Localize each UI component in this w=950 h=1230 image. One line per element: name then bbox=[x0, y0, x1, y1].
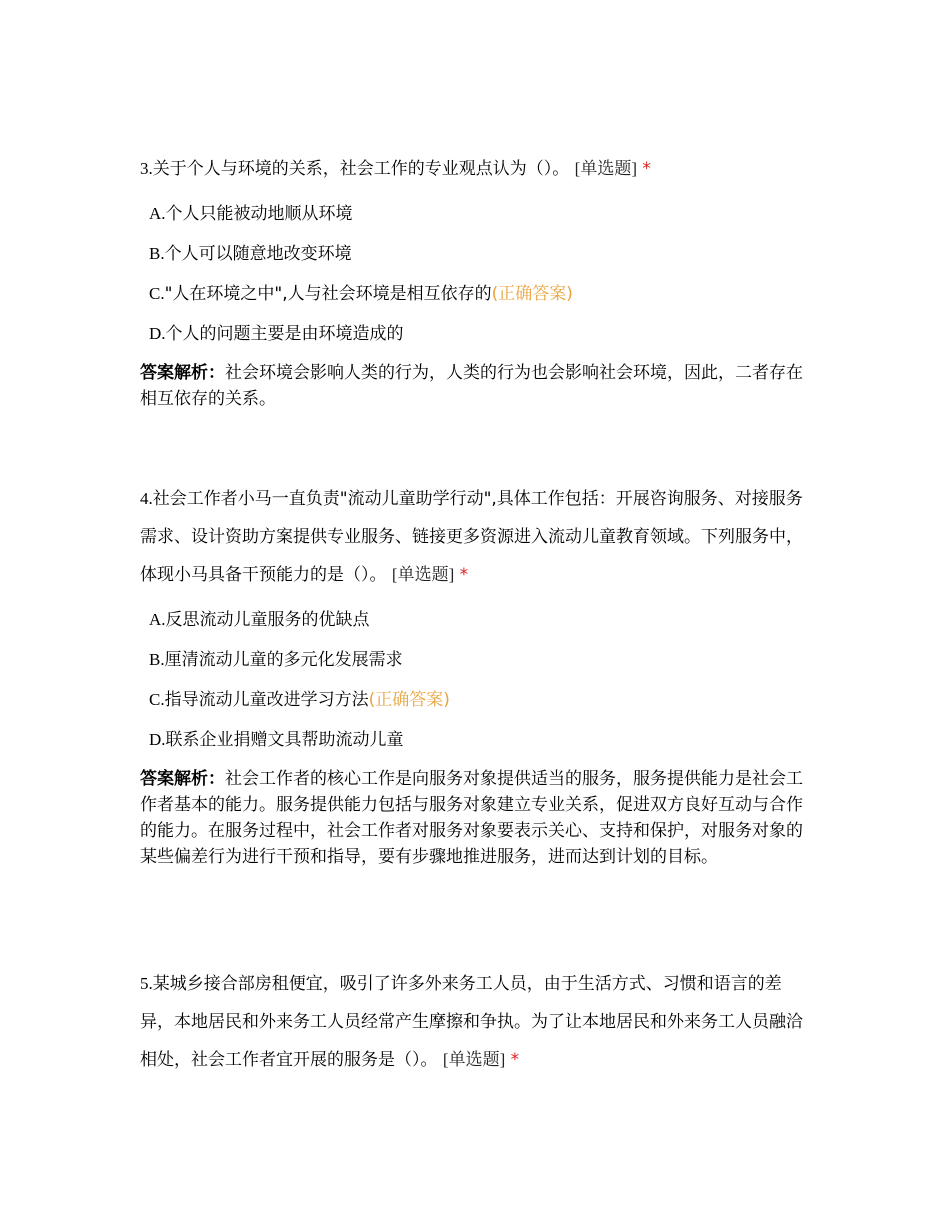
option-text: 个人可以随意地改变环境 bbox=[164, 244, 352, 264]
correct-answer-tag: (正确答案) bbox=[368, 690, 450, 710]
option-text: 反思流动儿童服务的优缺点 bbox=[165, 610, 370, 630]
question-3-stem bbox=[140, 150, 812, 188]
option-text: 个人的问题主要是由环境造成的 bbox=[165, 324, 404, 344]
question-3 bbox=[140, 150, 812, 412]
option-letter: C. bbox=[149, 284, 165, 303]
question-4-options bbox=[149, 600, 812, 760]
analysis-label: 答案解析： bbox=[140, 769, 225, 789]
option-text: 个人只能被动地顺从环境 bbox=[165, 204, 353, 224]
question-5 bbox=[140, 965, 812, 1079]
option-d[interactable] bbox=[149, 314, 812, 354]
question-text: 关于个人与环境的关系，社会工作的专业观点认为（）。 bbox=[152, 159, 570, 179]
question-number: 3. bbox=[140, 159, 153, 178]
question-type-label: [单选题] bbox=[391, 565, 455, 584]
required-mark: * bbox=[642, 159, 651, 179]
option-letter: B. bbox=[149, 244, 165, 263]
option-letter: A. bbox=[149, 610, 166, 629]
option-d[interactable] bbox=[149, 720, 812, 760]
option-text: 厘清流动儿童的多元化发展需求 bbox=[164, 650, 403, 670]
question-3-options bbox=[149, 194, 812, 354]
option-letter: B. bbox=[149, 650, 165, 669]
option-letter: C. bbox=[149, 690, 165, 709]
option-b[interactable] bbox=[149, 234, 812, 274]
question-type-label: [单选题] bbox=[442, 1050, 506, 1069]
correct-answer-tag: (正确答案) bbox=[491, 284, 573, 304]
answer-analysis bbox=[140, 766, 812, 870]
required-mark: * bbox=[459, 565, 469, 585]
analysis-label: 答案解析： bbox=[140, 363, 225, 383]
question-4-stem bbox=[140, 480, 812, 594]
option-c[interactable] bbox=[149, 274, 812, 314]
required-mark: * bbox=[510, 1050, 520, 1070]
option-text: 指导流动儿童改进学习方法 bbox=[164, 690, 369, 710]
question-number: 5. bbox=[140, 974, 153, 993]
analysis-text: 社会环境会影响人类的行为，人类的行为也会影响社会环境，因此，二者存在相互依存的关系。 bbox=[140, 363, 803, 409]
question-type-label: [单选题] bbox=[574, 159, 637, 178]
option-a[interactable] bbox=[149, 600, 812, 640]
question-4 bbox=[140, 480, 812, 870]
option-letter: D. bbox=[149, 324, 166, 343]
option-text: "人在环境之中",人与社会环境是相互依存的 bbox=[164, 284, 492, 304]
option-letter: A. bbox=[149, 204, 166, 223]
analysis-text: 社会工作者的核心工作是向服务对象提供适当的服务，服务提供能力是社会工作者基本的能力。服务提供能力包括与服务对象建立专业关系，促进双方良好互动与合作的能力。在服务过程中，社会工作者对服务对象要表示关心、支持和保护，对服务对象的某些偏差行为进行干预和指导，要有步骤地推进服务，进而达到计划的目标。 bbox=[140, 769, 803, 867]
question-5-stem bbox=[140, 965, 812, 1079]
option-c[interactable] bbox=[149, 680, 812, 720]
option-text: 联系企业捐赠文具帮助流动儿童 bbox=[165, 730, 404, 750]
question-number: 4. bbox=[140, 489, 153, 508]
question-text: 某城乡接合部房租便宜，吸引了许多外来务工人员，由于生活方式、习惯和语言的差异，本地居民和外来务工人员经常产生摩擦和争执。为了让本地居民和外来务工人员融洽相处，社会工作者宜开展的服务是（）。 bbox=[140, 974, 803, 1070]
option-b[interactable] bbox=[149, 640, 812, 680]
answer-analysis bbox=[140, 360, 812, 412]
option-a[interactable] bbox=[149, 194, 812, 234]
question-text: 社会工作者小马一直负责"流动儿童助学行动",具体工作包括：开展咨询服务、对接服务需求、设计资助方案提供专业服务、链接更多资源进入流动儿童教育领域。下列服务中，体现小马具备干预能力的是（）。 bbox=[140, 489, 803, 585]
option-letter: D. bbox=[149, 730, 166, 749]
